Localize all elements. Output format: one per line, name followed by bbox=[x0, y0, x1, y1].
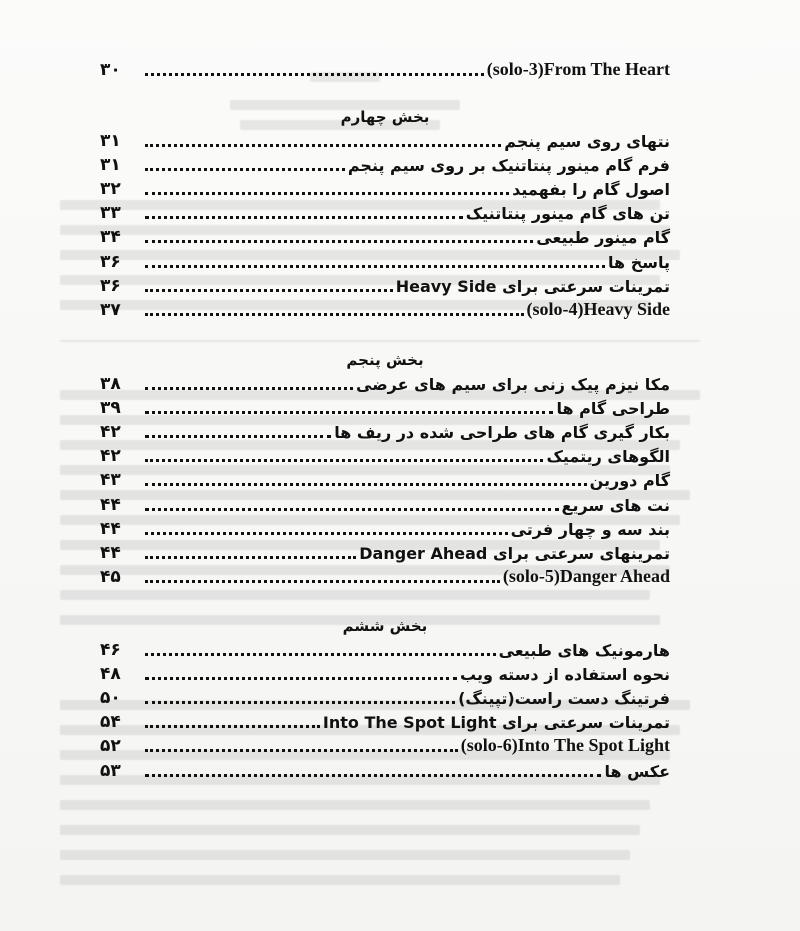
leader-dots bbox=[145, 774, 601, 777]
toc-entry[interactable] bbox=[100, 175, 670, 201]
leader-dots bbox=[145, 701, 455, 704]
toc-entry[interactable] bbox=[100, 684, 670, 710]
page-number: ۳۶ bbox=[100, 251, 121, 272]
entry-title: مکا نیزم پیک زنی برای سیم های عرضی bbox=[356, 375, 670, 394]
toc-entry[interactable] bbox=[100, 223, 670, 249]
page-number: ۳۹ bbox=[100, 398, 121, 419]
toc-entry[interactable] bbox=[100, 442, 670, 468]
leader-dots bbox=[145, 580, 500, 583]
toc-entry[interactable] bbox=[100, 394, 670, 420]
page-number: ۵۳ bbox=[100, 760, 121, 781]
toc-entry[interactable] bbox=[100, 466, 670, 492]
leader-dots bbox=[145, 725, 320, 728]
leader-dots bbox=[145, 313, 524, 316]
entry-title: تن های گام مینور پنتاتنیک bbox=[465, 204, 670, 224]
entry-title: تمرینات سرعتی برای Into The Spot Light bbox=[322, 713, 670, 733]
page-number: ۳۶ bbox=[100, 275, 121, 296]
leader-dots bbox=[145, 265, 605, 268]
entry-title: تمرینات سرعتی برای Heavy Side bbox=[395, 276, 670, 296]
entry-title: الگوهای ریتمیک bbox=[546, 447, 670, 467]
page-number: ۴۲ bbox=[100, 446, 121, 467]
leader-dots bbox=[145, 192, 509, 195]
leader-dots bbox=[145, 483, 587, 486]
page-number: ۵۴ bbox=[100, 712, 121, 733]
leader-dots bbox=[145, 144, 501, 147]
page-number: ۵۲ bbox=[100, 736, 121, 757]
toc-entry[interactable] bbox=[100, 296, 670, 322]
page-number: ۴۴ bbox=[100, 494, 121, 515]
toc-entry[interactable] bbox=[100, 732, 670, 758]
entry-title: گام دورین bbox=[589, 471, 670, 491]
toc-entry[interactable] bbox=[100, 491, 670, 517]
leader-dots bbox=[145, 508, 559, 511]
entry-title: نتهای روی سیم پنجم bbox=[504, 132, 670, 151]
toc-entry[interactable] bbox=[100, 708, 670, 734]
leader-dots bbox=[145, 677, 457, 680]
entry-title: نحوه استفاده از دسته ویب bbox=[460, 665, 670, 685]
entry-title: اصول گام را بفهمید bbox=[512, 180, 670, 200]
toc-entry[interactable] bbox=[100, 563, 670, 589]
page-number: ۳۱ bbox=[100, 131, 121, 151]
entry-title: (solo-5)Danger Ahead bbox=[502, 565, 670, 586]
entry-title: (solo-6)Into The Spot Light bbox=[460, 735, 670, 756]
toc-entry[interactable] bbox=[100, 127, 670, 153]
leader-dots bbox=[145, 168, 345, 171]
leader-dots bbox=[145, 749, 458, 752]
entry-title: طراحی گام ها bbox=[556, 399, 670, 419]
entry-title: تمرینهای سرعتی برای Danger Ahead bbox=[359, 543, 670, 563]
leader-dots bbox=[145, 387, 353, 390]
toc-entry[interactable] bbox=[100, 199, 670, 225]
page-number: ۳۲ bbox=[100, 179, 121, 200]
toc-entry[interactable] bbox=[100, 56, 670, 82]
entry-title: بند سه و چهار فرتی bbox=[510, 519, 670, 539]
leader-dots bbox=[145, 411, 553, 414]
entry-title: عکس ها bbox=[604, 761, 670, 781]
page-number: ۳۳ bbox=[100, 203, 121, 224]
toc-entry[interactable] bbox=[100, 636, 670, 662]
entry-title: پاسخ ها bbox=[608, 252, 670, 272]
leader-dots bbox=[145, 556, 356, 559]
toc-entry[interactable] bbox=[100, 757, 670, 783]
page-number: ۳۸ bbox=[100, 374, 121, 394]
section-heading: بخش چهارم bbox=[340, 108, 430, 126]
leader-dots bbox=[145, 459, 543, 462]
leader-dots bbox=[145, 653, 496, 656]
page-number: ۳۱ bbox=[100, 155, 121, 176]
toc-entry[interactable] bbox=[100, 272, 670, 298]
entry-title: (solo-3)From The Heart bbox=[486, 59, 670, 79]
entry-title: فرتینگ دست راست(تپینگ) bbox=[458, 689, 670, 709]
page-number: ۳۰ bbox=[100, 60, 121, 80]
toc-entry[interactable] bbox=[100, 151, 670, 177]
entry-title: فرم گام مینور پنتاتنیک بر روی سیم پنجم bbox=[347, 156, 670, 176]
page-number: ۳۴ bbox=[100, 227, 121, 248]
page-number: ۴۵ bbox=[100, 566, 121, 587]
page-number: ۵۰ bbox=[100, 688, 121, 709]
page-number: ۴۸ bbox=[100, 664, 121, 685]
page-number: ۴۶ bbox=[100, 640, 121, 660]
toc-entry[interactable] bbox=[100, 418, 670, 444]
toc-entry[interactable] bbox=[100, 248, 670, 274]
leader-dots bbox=[145, 435, 331, 438]
leader-dots bbox=[145, 532, 508, 535]
leader-dots bbox=[145, 73, 484, 76]
toc-entry[interactable] bbox=[100, 370, 670, 396]
entry-title: بکار گیری گام های طراحی شده در ریف ها bbox=[334, 423, 670, 443]
section-heading: بخش ششم bbox=[342, 617, 428, 635]
entry-title: هارمونیک های طبیعی bbox=[498, 641, 670, 660]
page-number: ۴۲ bbox=[100, 422, 121, 443]
entry-title: گام مینور طبیعی bbox=[536, 228, 670, 248]
toc-entry[interactable] bbox=[100, 515, 670, 541]
page-number: ۳۷ bbox=[100, 299, 121, 320]
toc-entry[interactable] bbox=[100, 539, 670, 565]
leader-dots bbox=[145, 240, 533, 243]
entry-title: (solo-4)Heavy Side bbox=[526, 298, 670, 319]
leader-dots bbox=[145, 289, 393, 292]
entry-title: نت های سریع bbox=[561, 495, 670, 515]
page-number: ۴۴ bbox=[100, 518, 121, 539]
leader-dots bbox=[145, 216, 463, 219]
page-number: ۴۴ bbox=[100, 542, 121, 563]
page-number: ۴۳ bbox=[100, 470, 121, 491]
toc-entry[interactable] bbox=[100, 660, 670, 686]
section-heading: بخش پنجم bbox=[346, 351, 424, 369]
